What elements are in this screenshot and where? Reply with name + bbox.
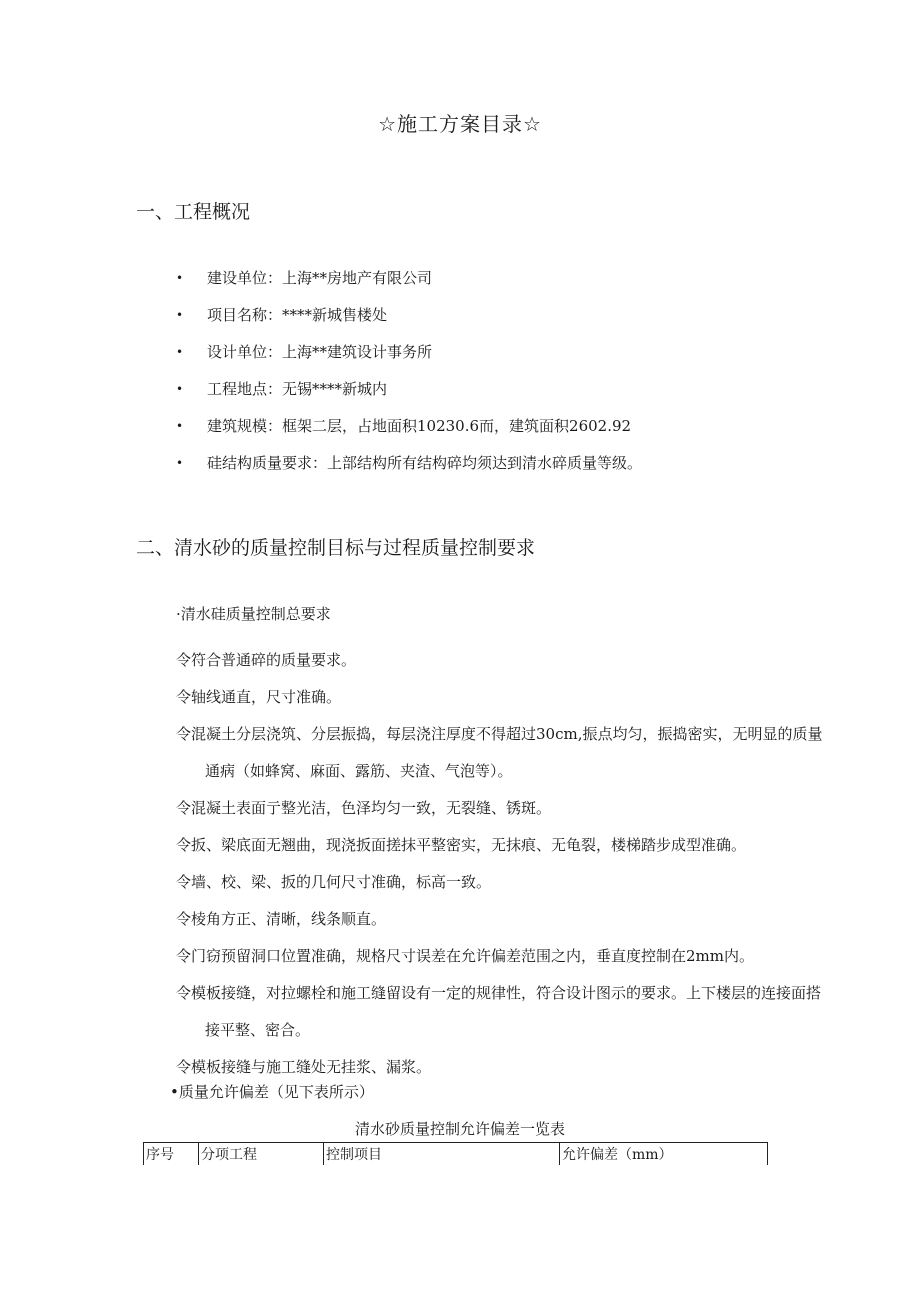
column-header-control: 控制项目	[324, 1143, 560, 1166]
list-item: • 项目名称：****新城售楼处	[176, 305, 642, 342]
list-item: 令轴线通直，尺寸准确。	[176, 688, 342, 706]
list-item: 令模板接缝，对拉螺栓和施工缝留设有一定的规律性，符合设计图示的要求。上下楼层的连接面搭接平整、密合。	[176, 984, 822, 1039]
section-heading-overview: 一、工程概况	[136, 201, 251, 223]
document-title: ☆施工方案目录☆	[378, 112, 542, 136]
table-header-row	[144, 1143, 768, 1166]
bullet-icon: •	[176, 382, 184, 396]
table-caption: 清水砂质量控制允许偏差一览表	[354, 1120, 565, 1138]
list-item: 令棱角方正、清晰，线条顺直。	[176, 910, 387, 928]
list-item: 令混凝土表面亍整光洁，色泽均匀一致，无裂缝、锈斑。	[176, 799, 552, 817]
column-header-index: 序号	[144, 1143, 199, 1166]
column-header-item: 分项工程	[199, 1143, 324, 1166]
column-header-tolerance: 允许偏差（mm）	[560, 1143, 768, 1166]
list-item: 令门窃预留洞口位置准确，规格尺寸误差在允许偏差范围之内，垂直度控制在2mm内。	[176, 947, 754, 965]
list-item: • 建筑规模：框架二层，占地面积10230.6而，建筑面积2602.92	[176, 416, 642, 453]
subheading-general-requirements: ·清水硅质量控制总要求	[176, 605, 331, 623]
list-item: • 设计单位：上海**建筑设计事务所	[176, 342, 642, 379]
list-item: 令墙、校、梁、扳的几何尺寸准确，标高一致。	[176, 873, 492, 891]
list-item: 令符合普通碎的质量要求。	[176, 651, 357, 669]
requirements-list	[176, 642, 826, 1086]
tolerance-table	[143, 1142, 768, 1165]
bullet-icon: •	[176, 345, 184, 359]
list-item: 令扳、梁底面无翘曲，现浇扳面搓抹平整密实，无抹痕、无龟裂，楼梯踏步成型准确。	[176, 836, 747, 854]
list-item: 令模板接缝与施工缝处无挂浆、漏浆。	[176, 1058, 432, 1076]
list-item: 令混凝土分层浇筑、分层振捣，每层浇注厚度不得超过30cm,振点均匀，振捣密实，无明显的质量通病（如蜂窝、麻面、露筋、夹渣、气泡等）。	[176, 725, 823, 780]
subheading-tolerances: •质量允许偏差（见下表所示）	[170, 1083, 374, 1101]
list-item: • 硅结构质量要求：上部结构所有结构碎均须达到清水碎质量等级。	[176, 453, 642, 490]
list-item: • 建设单位：上海**房地产有限公司	[176, 268, 642, 305]
overview-list	[176, 268, 642, 490]
bullet-icon: •	[176, 456, 184, 470]
bullet-icon: •	[176, 308, 184, 322]
section-heading-quality: 二、清水砂的质量控制目标与过程质量控制要求	[136, 537, 536, 559]
list-item: • 工程地点：无锡****新城内	[176, 379, 642, 416]
bullet-icon: •	[176, 271, 184, 285]
bullet-icon: •	[176, 419, 184, 433]
